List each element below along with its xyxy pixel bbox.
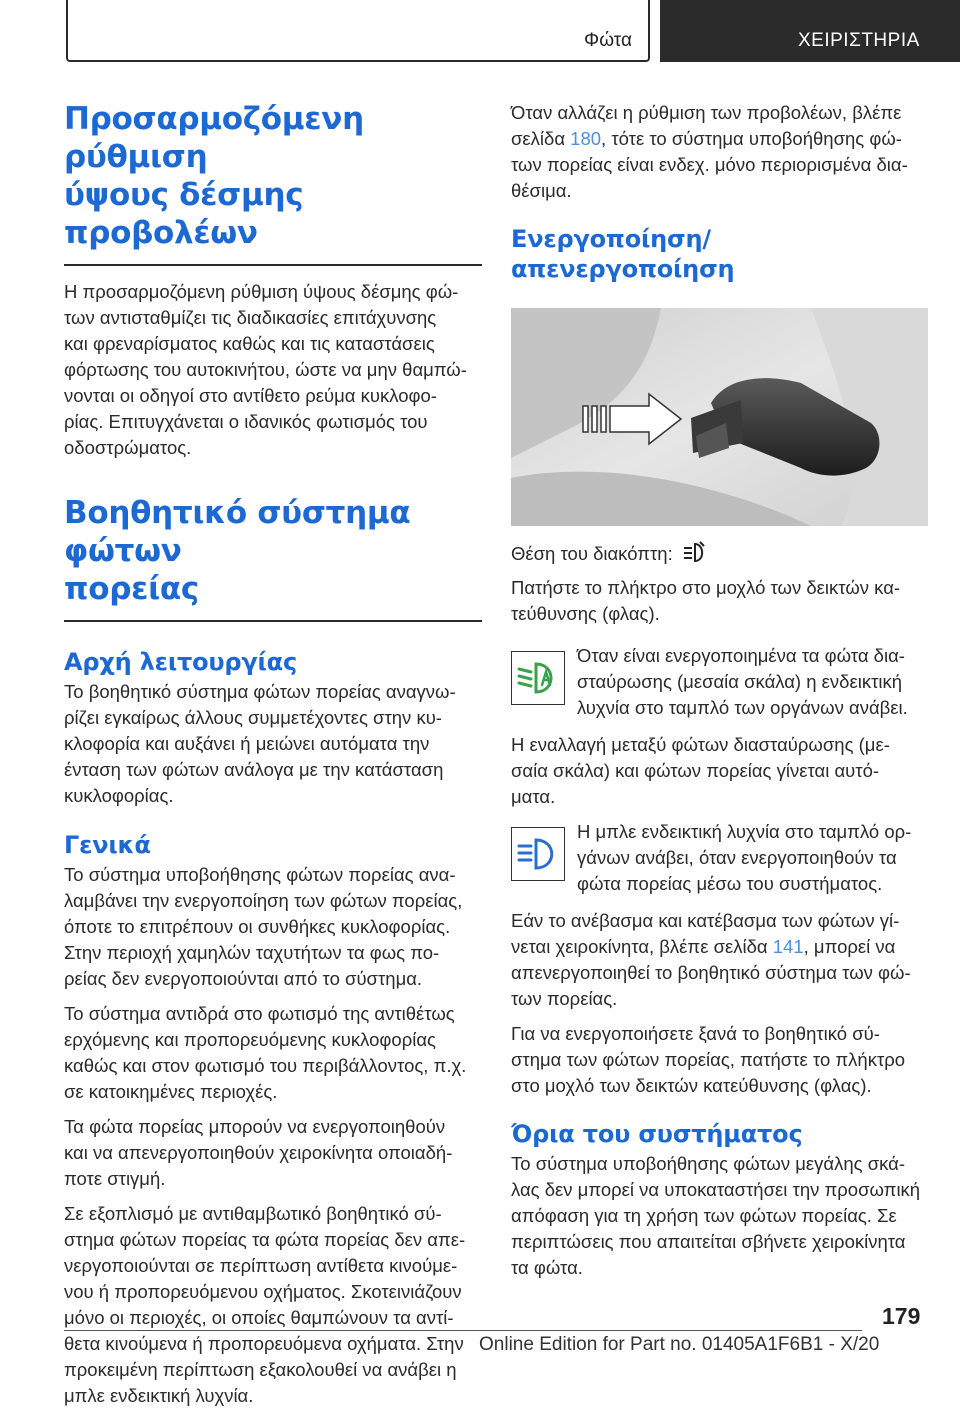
paragraph-intro: [511, 100, 931, 204]
chapter-tab-label: ΧΕΙΡΙΣΤΗΡΙΑ: [798, 30, 920, 51]
indicator-graphic: [512, 828, 564, 880]
section-tab: [66, 0, 650, 62]
page-link-141[interactable]: 141: [772, 936, 804, 957]
text-line: νονται οι οδηγοί στο αντίθετο ρεύμα κυκλοφο-: [64, 385, 437, 406]
text-line: ποτε στιγμή.: [64, 1168, 166, 1189]
text-span: [511, 154, 908, 201]
text-line: κυκλοφορίας.: [64, 785, 174, 806]
text-line: κλοφορία και αυξάνει ή μειώνει αυτόματα την: [64, 733, 430, 754]
text-line: Η προσαρμοζόμενη ρύθμιση ύψους δέσμης φώ-: [64, 281, 459, 302]
note-high-beam-text: [577, 819, 931, 897]
text-line: ρείας δεν ενεργοποιούνται από το σύστημα.: [64, 968, 423, 989]
paragraph-limits: [511, 1151, 931, 1281]
text-span: Θέση του διακόπτη:: [511, 543, 673, 564]
paragraph-reactivate: [511, 1021, 931, 1099]
paragraph-general-2: [64, 1001, 482, 1105]
heading-general: Γενικά: [64, 831, 151, 859]
paragraph-general-3: [64, 1114, 482, 1192]
text-line: τα φώτα.: [511, 1257, 583, 1278]
paragraph-press-button: [511, 575, 931, 627]
text-line: ένταση των φώτων ανάλογα με την κατάσταση: [64, 759, 444, 780]
text-line: οδοστρώματος.: [64, 437, 192, 458]
text-line: Για να ενεργοποιήσετε ξανά το βοηθητικό σύ-: [511, 1023, 880, 1044]
text-line: Όταν είναι ενεργοποιημένα τα φώτα δια-: [577, 645, 905, 666]
text-line: Τα φώτα πορείας μπορούν να ενεργοποιηθούν: [64, 1116, 446, 1137]
page-link-180[interactable]: 180: [570, 128, 602, 149]
text-span: νεται χειροκίνητα, βλέπε σελίδα: [511, 936, 773, 957]
text-line: Το σύστημα υποβοήθησης φώτων μεγάλης σκά-: [511, 1153, 906, 1174]
text-line: σταύρωσης (μεσαία σκάλα) η ενδεικτική: [577, 671, 903, 692]
text-line: φώτα πορείας μέσω του συστήματος.: [577, 873, 883, 894]
indicator-graphic: [512, 652, 564, 704]
heading-high-beam-assist: [64, 494, 482, 608]
text-line: και φρεναρίσματος καθώς και τις καταστάσεις: [64, 333, 435, 354]
text-line: ματα.: [511, 786, 556, 807]
text-line: λας δεν μπορεί να υποκαταστήσει την προσωπική: [511, 1179, 921, 1200]
text-span: [511, 962, 911, 1009]
text-line: Το σύστημα υποβοήθησης φώτων πορείας ανα-: [64, 864, 456, 885]
note-high-beam-indicator: [511, 819, 931, 897]
text-line: των αντισταθμίζει τις διαδικασίες επιτάχυνσης: [64, 307, 437, 328]
text-line: καθώς και στον φωτισμό του περιβάλλοντος, π.χ.: [64, 1055, 467, 1076]
heading-line: Βοηθητικό σύστημα φώτων: [64, 495, 411, 569]
text-span: σελίδα: [511, 128, 571, 149]
text-line: γάνων ανάβει, όταν ενεργοποιηθούν τα: [577, 847, 897, 868]
paragraph-general-1: [64, 862, 482, 992]
heading-activation: Ενεργοποίηση/απενεργοποίηση: [511, 225, 735, 283]
footer-rule: [64, 1330, 862, 1331]
text-line: σε κατοικημένες περιοχές.: [64, 1081, 278, 1102]
text-line: των πορείας είναι ενδεχ. μόνο περιορισμένα δια-: [511, 154, 908, 175]
heading-rule: [64, 620, 482, 622]
text-line: λαμβάνει την ενεργοποίηση των φώτων πορείας,: [64, 890, 463, 911]
text-line: στημα φώτων πορείας τα φώτα πορείας δεν απε-: [64, 1229, 466, 1250]
right-column: [511, 100, 931, 1281]
text-line: θετα κινούμενα ή προπορευόμενα οχήματα. Στην: [64, 1333, 464, 1354]
text-line: ρίζει εγκαίρως άλλους συμμετέχοντες στην κυ-: [64, 707, 442, 728]
section-tab-label: Φώτα: [584, 30, 632, 51]
note-low-beam-text: [577, 643, 931, 721]
heading-adaptive-beam: [64, 100, 482, 252]
text-line: μόνο οι περιοχές, οι οποίες θαμπώνουν τα αντί-: [64, 1307, 454, 1328]
text-line: απενεργοποιηθεί το βοηθητικό σύστημα των φώ-: [511, 962, 911, 983]
text-span: Όταν αλλάζει η ρύθμιση των προβολέων, βλέπε: [511, 102, 902, 123]
paragraph-principle: [64, 679, 482, 809]
high-beam-assist-switch-icon: [682, 540, 708, 564]
text-line: λυχνία στο ταμπλό των οργάνων ανάβει.: [577, 697, 908, 718]
text-line: φόρτωσης του αυτοκινήτου, ώστε να μην θαμπώ-: [64, 359, 467, 380]
page-number: 179: [882, 1303, 921, 1329]
text-line: και να απενεργοποιηθούν χειροκίνητα οποιαδή-: [64, 1142, 453, 1163]
text-line: ρίας. Επιτυγχάνεται ο ιδανικός φωτισμός του: [64, 411, 428, 432]
paragraph-automatic-switch: [511, 732, 931, 810]
text-line: σαία σκάλα) και φώτων πορείας γίνεται αυτό-: [511, 760, 880, 781]
heading-principle: Αρχή λειτουργίας: [64, 648, 297, 676]
footer-edition: Online Edition for Part no. 01405A1F6B1 - X/20: [479, 1334, 880, 1355]
lever-illustration: [511, 308, 928, 526]
text-line: Η μπλε ενδεικτική λυχνία στο ταμπλό ορ-: [577, 821, 912, 842]
text-line: Πατήστε το πλήκτρο στο μοχλό των δεικτών κα-: [511, 577, 901, 598]
paragraph-general-4: [64, 1201, 482, 1409]
text-line: στημα των φώτων πορείας, πατήστε το πλήκτρο: [511, 1049, 906, 1070]
text-span: Εάν το ανέβασμα και κατέβασμα των φώτων γί-: [511, 910, 900, 931]
text-line: στο μοχλό των δεικτών κατεύθυνσης (φλας).: [511, 1075, 872, 1096]
high-beam-indicator-icon: [511, 827, 565, 881]
text-line: ερχόμενης και προπορευόμενης κυκλοφορίας: [64, 1029, 436, 1050]
text-line: όποτε το επιτρέπουν οι συνθήκες κυκλοφορίας.: [64, 916, 451, 937]
text-span: , μπορεί να: [803, 936, 896, 957]
heading-line: Προσαρμοζόμενη ρύθμιση: [64, 101, 364, 175]
text-line: Το βοηθητικό σύστημα φώτων πορείας αναγνω-: [64, 681, 456, 702]
text-line: τεύθυνσης (φλας).: [511, 603, 660, 624]
heading-rule: [64, 264, 482, 266]
heading-system-limits: Όρια του συστήματος: [511, 1120, 803, 1148]
text-line: Η εναλλαγή μεταξύ φώτων διασταύρωσης (με-: [511, 734, 890, 755]
text-span: , τότε το σύστημα υποβοήθησης φώ-: [601, 128, 902, 149]
chapter-tab: [660, 0, 960, 62]
text-line: Το σύστημα αντιδρά στο φωτισμό της αντιθέτως: [64, 1003, 455, 1024]
low-beam-assist-indicator-icon: [511, 651, 565, 705]
heading-line: πορείας: [64, 571, 199, 607]
text-line: νου ή προπορευόμενου οχήματος. Σκοτεινιάζουν: [64, 1281, 462, 1302]
text-line: Σε εξοπλισμό με αντιθαμβωτικό βοηθητικό σύ-: [64, 1203, 442, 1224]
text-line: Στην περιοχή χαμηλών ταχυτήτων τα φως πο-: [64, 942, 440, 963]
text-line: των πορείας.: [511, 988, 618, 1009]
paragraph-manual: [511, 908, 931, 1012]
text-line: θέσιμα.: [511, 180, 572, 201]
text-line: περιπτώσεις που απαιτείται σβήνετε χειροκίνητα: [511, 1231, 906, 1252]
heading-line: ύψους δέσμης προβολέων: [64, 177, 304, 251]
paragraph-switch-position: [511, 540, 931, 567]
text-line: απόφαση για τη χρήση των φώτων πορείας. Σε: [511, 1205, 897, 1226]
left-column: [64, 100, 482, 1409]
turn-signal-lever-photo: [511, 308, 928, 526]
note-low-beam-indicator: [511, 643, 931, 721]
text-line: μπλε ενδεικτική λυχνία.: [64, 1385, 254, 1406]
paragraph-adaptive: [64, 279, 482, 461]
text-line: νεργοποιούνται σε περίπτωση αντίθετα κινούμε-: [64, 1255, 458, 1276]
text-line: προκειμένη περίπτωση εξακολουθεί να ανάβει η: [64, 1359, 457, 1380]
